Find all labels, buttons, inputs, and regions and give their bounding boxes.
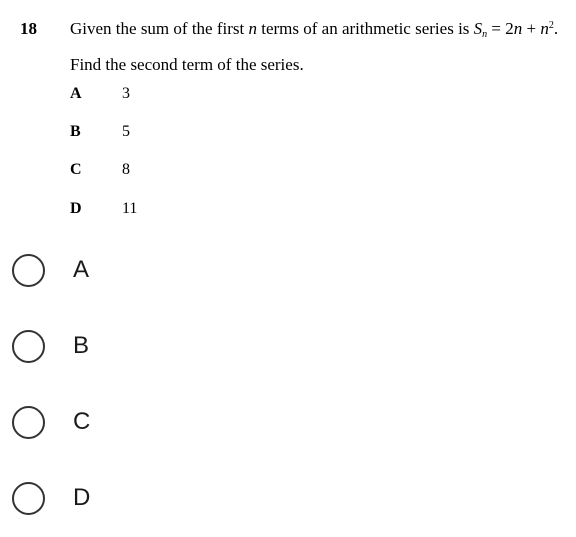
radio-button[interactable] <box>12 254 45 287</box>
sum-formula <box>474 19 558 38</box>
option-value: 11 <box>122 200 138 217</box>
choice-label: A <box>73 256 90 283</box>
question-text <box>70 19 558 40</box>
choice-d[interactable] <box>12 482 212 522</box>
question-text-part: terms of an arithmetic series is <box>256 19 474 38</box>
option-letter: D <box>70 200 82 217</box>
option-letter: B <box>70 123 81 140</box>
choice-a[interactable] <box>12 254 212 294</box>
radio-button[interactable] <box>12 482 45 515</box>
choice-b[interactable] <box>12 330 212 370</box>
option-value: 3 <box>122 85 130 102</box>
formula-end: . <box>553 19 559 38</box>
radio-button[interactable] <box>12 330 45 363</box>
option-value: 5 <box>122 123 130 140</box>
choice-label: B <box>73 332 90 359</box>
formula-n: n <box>540 19 549 38</box>
formula-subscript: n <box>482 29 488 40</box>
variable-n: n <box>248 19 257 38</box>
radio-button[interactable] <box>12 406 45 439</box>
option-value: 8 <box>122 161 130 178</box>
formula-plus: + <box>522 19 541 38</box>
option-letter: A <box>70 85 82 102</box>
choice-label: D <box>73 484 91 511</box>
question-number: 18 <box>20 19 37 38</box>
formula-s: S <box>473 19 483 38</box>
choice-label: C <box>73 408 91 435</box>
choice-c[interactable] <box>12 406 212 446</box>
formula-exponent: 2 <box>548 20 554 31</box>
question-text-part: Given the sum of the first <box>70 19 249 38</box>
formula-n: n <box>513 19 523 38</box>
formula-eq: = 2 <box>487 19 514 38</box>
question-prompt: Find the second term of the series. <box>70 55 304 74</box>
option-letter: C <box>70 161 82 178</box>
